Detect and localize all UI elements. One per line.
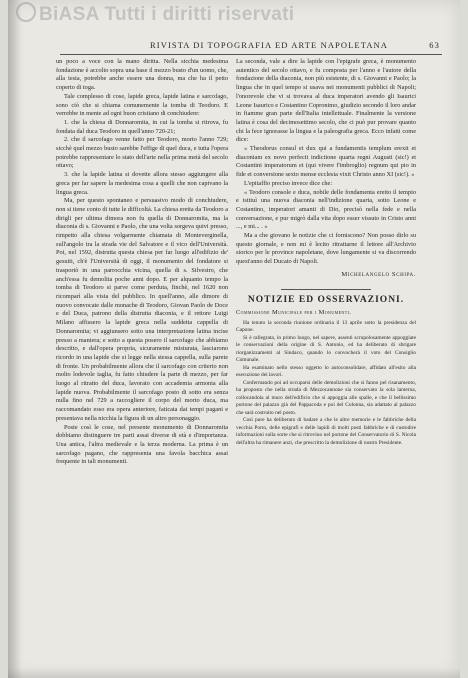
right-column xyxy=(236,58,416,447)
section-title: NOTIZIE ED OSSERVAZIONI. xyxy=(247,294,405,305)
paragraph: Così pure ha deliberato di badare a che le altre memorie e le fabbriche della vecchia Porto, delle epigrafi e delle lapidi di molti posti fabbriche e di custodire informazioni sulla sorte che si ritrovino nel portone del Conservatorio di S. Nicola dell'altra ha rimanere anzi, che prescritto la demolizione di nostro Presidente. xyxy=(236,417,416,446)
running-head xyxy=(60,40,442,55)
paragraph: Ma a che giovano le notizie che ci forniscono? Non posso dirlo su questo giornale, e non mi è lecito ritrattarne il lettore all'Archivio storico per le province napoletane, dove lungamente si va discorrendo quest'anno del Ducato di Napoli. xyxy=(236,232,416,266)
binding-shadow xyxy=(8,0,22,678)
paragraph: 2. che il sarcofago venne fatto per Teodoro, morto l'anno 729; sicchè quel mezzo busto sarebbe l'effige di quel duca, e tutta l'opera potrebbe rappresentare lo stato dell'arte nella prima metà del secolo ottavo; xyxy=(56,136,228,170)
watermark: BiASA Tutti i diritti riservati xyxy=(16,2,294,26)
page-edge-shadow xyxy=(8,668,460,678)
quotation: « Teodoro console e duca, nobile delle fondamenta eretto il tempio e istituì una nuova diaconia nell'indizione quarta, sotto Leone e Costantino, imperatori amanti di Dio, precisò nella fede e nella conversazione, e pur migrò dalla vita dopo esser vissuto in Cristo anni ..., e mi... . » xyxy=(236,188,416,231)
quotation: « Theodorus consul et dux qui a fundamentis templum erexit et diaconiam ex novo perfecit indictione quarta regni Augusti (sic!) et Costantini imperatorum et (qui vivere f'imbroglio) regnum qui pio in fide et conversione sexto mense ecclesia vixit Christo anno XI (sic!). » xyxy=(236,145,416,179)
paragraph: un poco a voce con la mano diritta. Nella sicchia medesima fondazione è accolto sopra una base il mezzo busto d'un uomo, che, alla testa, potrebbe anche essere una donna, ma che ha il petto coperto di toga. xyxy=(56,58,228,92)
paragraph: 3. che la lapide latina si dovette allora stesso aggiungere alla greca per far sapere la medesima cosa a quelli che non capivano la lingua greca. xyxy=(56,171,228,196)
divider xyxy=(281,289,371,290)
author-signature: Michelangelo Schipa. xyxy=(341,270,416,278)
paragraph: Ha esaminato nello stesso oggetto lo autoconsolidare, affidato all'esito alla esecuzione dei lavori. xyxy=(236,364,416,379)
seal-icon xyxy=(16,2,36,22)
paragraph: Ma, per questo spontaneo e persuasivo modo di conchiudere, non si tiene conto di tutte le difficoltà. La chiesa eretta da Teodoro a dirigli per ultima dimora non fu quella di Donnaromita, ma la diaconia di s. Giovanni e Paolo, che una volta sorgeva quivi presso, rimpetto alla chiesa volgarmente chiamata di Monteverginella, sull'angolo tra la strada vie del Salvatore e il vico dell'Università. Poi, nel 1592, distrutta questa chiesa per far luogo all'edifizio de' gesuiti, ch'è l'Università di oggi, il monumento del fondatore si trasportò in una parrocchia vicina, quella di s. Silvestro, che anch'essa fu demolita poche anni dopo. E per alquanto tempo la tomba di Teodoro si parve come perduta, finchè, nel 1620 non ricomparì alla vista del pubblico. In quell'anno, alle dimore di nuovo convocate dalle monache di Teodoro, Giovan Paolo de Doce e del Duca, patrono della distrutta diaconia, e il rettore Luigi Milano affissero la lapide greca nella suddetta cappella di Donnaromita; vi aggiunsero sotto una interpretazione latina incise presso a maniera; e sotto a questa posero il sarcofago che abbiamo descritto, e dall'opera propria, sicuramente misturata, lasciarono ricordo in una lapide che si legge nella stessa cappella, sulla parete di fronte. Un probabilmente allora che il sarcofago con criterio non molto lodevole taglia, fu fatto chiudere la parte di mezzo, per far luogo al ritratto del duca, lavorato con accademia armonia alla lapide nuova. Probabilmente il sarcofago posto di sotto era senza nulla fino nel 729 a raccogliere il corpo del morto duca, ma raccomandato esso era opera anteriore, faticata dai tempi pagani e presentava nella nicchia la figura di un altro personaggio. xyxy=(56,197,228,422)
paragraph: Ha tenuto la seconda riunione ordinaria il 13 aprile sotto la presidenza del Capone. xyxy=(236,319,416,334)
paragraph: 1. che la chiesa di Donnaromita, in cui la tomba si ritrova, fu fondata dal duca Teodoro in quell'anno 720-21; xyxy=(56,118,228,135)
page-number: 63 xyxy=(429,40,440,50)
journal-title: RIVISTA DI TOPOGRAFIA ED ARTE NAPOLETANA xyxy=(150,40,389,50)
paragraph: Tale complesso di cose, lapide greca, lapide latina e sarcofago, sono ciò che si chiama comunemente la tomba di Teodoro. E verrebbe in mente ad ogni buon cristiano di conchiudere: xyxy=(56,92,228,118)
paragraph: L'epitaffio preciso invece dice che: xyxy=(244,179,333,187)
left-column xyxy=(56,58,228,672)
scanned-page xyxy=(8,0,460,678)
paragraph: La seconda, vale a dire la lapide con l'epigrafe greca, è monumento autentico del secolo ottavo, e fu composta per l'anno e l'autore della fondazione della diaconia, non più esistente, di s. Giovanni e Paolo; la lingua che in quel tempo si usava nei monumenti pubblici di Napoli; l'onorevole che vi si trovava al duca imperatori avendo gli Isaurici Leone Isaurico e Costantino Copronimo, giudizio secondo il loro andar in fiamme gran parte dell'Italia intellettuale. Finalmente la versione latina è cosa del decimosettimo secolo, che ci può pur provare quanto chi la fece ignorasse la lingua e la paleografia greca. Ecco infatti come dice: xyxy=(236,58,416,144)
paragraph: Confermando poi ad occuparsi delle demolizioni che si fanno pel risanamento, ha proposto che nella strada di Mezzocannone sia conservato la sola lanterna, collocandola al muro dell'edificio che si appoggia alle spalle, e che il bellissimo portone del palazzo già del Pappacoda e poi del Colonna, sia adattato al palazzo che sarà costruito nel posto. xyxy=(236,379,416,416)
paragraph: Poste così le cose, nel presente monumento di Donnaromita dobbiamo distinguere tre parti assai diverse di età e d'importanza. Una antica, l'altra medievale e la terza moderna. La prima è un sarcofago pagano, che rappresenta una favola bacchica assai frequente in tali monumenti. xyxy=(56,423,228,466)
section-subhead: Commissione Municipale per i Monumenti. xyxy=(236,309,352,317)
paragraph: Si è rallegrata, in primo luogo, nel sapere, assenti scrupolosamente appoggiate le conservazioni della origine di S. Antonio, ed ha deliberato di sbrigare riorganizzamenti al Sindaco, quando lo convocherà il voto del Consiglio Comunale. xyxy=(236,334,416,364)
notices-body xyxy=(236,320,416,448)
